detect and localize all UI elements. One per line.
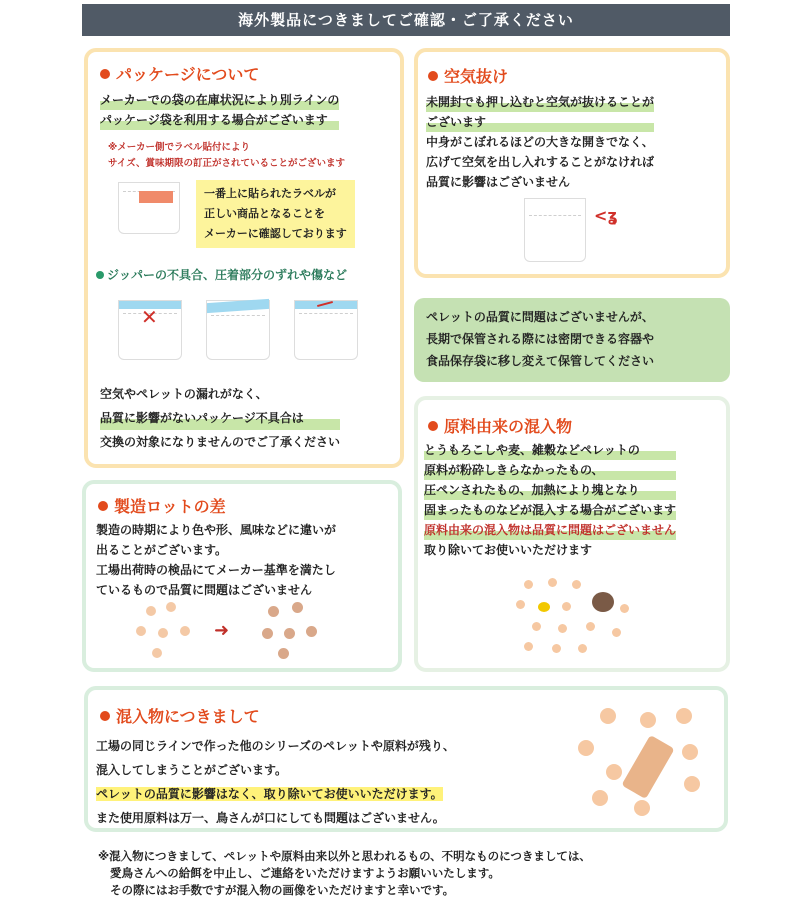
zipper-heading: ジッパーの不具合、圧着部分のずれや傷など <box>96 266 347 283</box>
bullet-icon <box>428 71 438 81</box>
air-arrow-icon: <ʓ <box>594 206 618 225</box>
contam-body: 工場の同じラインで作った他のシリーズのペレットや原料が残り、 混入してしまうことがございます。 ペレットの品質に影響はなく、取り除いてお使いいただけます。 また使用原料は万一、鳥さんが口にしても問題はございません。 <box>96 739 455 825</box>
cross-icon: ✕ <box>141 305 158 329</box>
lot-body: 製造の時期により色や形、風味などに違いが 出ることがございます。 工場出荷時の検品にてメーカー基準を満たし ているもので品質に問題はございません <box>96 523 337 597</box>
package-note: ※メーカー側でラベル貼付により サイズ、賞味期限の訂正がされていることがございます <box>108 142 346 169</box>
bullet-icon <box>96 271 104 279</box>
bag-zipper-misaligned <box>206 300 270 360</box>
arrow-right-icon: ➜ <box>214 620 230 641</box>
label-info-box: 一番上に貼られたラベルが 正しい商品となることを メーカーに確認しております <box>196 180 355 248</box>
raw-heading: 原料由来の混入物 <box>428 414 572 437</box>
air-heading: 空気抜け <box>428 64 508 87</box>
storage-note: ペレットの品質に問題はございませんが、 長期で保管される際には密閉できる容器や 食品保存袋に移し変えて保管してください <box>426 310 655 368</box>
bullet-icon <box>100 69 110 79</box>
contam-heading: 混入物につきまして <box>100 704 260 727</box>
bullet-icon <box>428 421 438 431</box>
raw-body: とうもろこしや麦、雑穀などペレットの 原料が粉砕しきらなかったもの、 圧ペンされたもの、加熱により塊となり 固まったものなどが混入する場合がございます 原料由来の混入物は品質に問題はございません 取り除いてお使いいただけます <box>424 440 676 560</box>
bullet-icon <box>98 501 108 511</box>
air-body: 未開封でも押し込むと空気が抜けることが ございます 中身がこぼれるほどの大きな開きでなく、 広げて空気を出し入れすることがなければ 品質に影響はございません <box>426 92 654 192</box>
page-banner: 海外製品につきましてご確認・ご了承ください <box>82 4 730 36</box>
package-heading: パッケージについて <box>100 62 259 85</box>
package-body: メーカーでの袋の在庫状況により別ラインの パッケージ袋を利用する場合がございます <box>100 90 339 130</box>
bag-zipper-scratch <box>294 300 358 360</box>
footnote: ※混入物につきまして、ペレットや原料由来以外と思われるもの、不明なものにつきましては、 愛鳥さんへの給餌を中止し、ご連絡をいただけますようお願いいたします。 その際にはお手数ですが混入物の画像をいただけますと幸いです。 <box>98 849 591 897</box>
package-footer: 空気やペレットの漏れがなく、 品質に影響がないパッケージ不具合は 交換の対象になりませんのでご了承ください <box>100 387 341 449</box>
bullet-icon <box>100 711 110 721</box>
bag-zipper-cross <box>118 300 182 360</box>
lot-heading: 製造ロットの差 <box>98 494 226 517</box>
bag-air-illustration <box>524 198 586 262</box>
bag-illustration <box>118 182 180 234</box>
contam-highlight: ペレットの品質に影響はなく、取り除いてお使いいただけます。 <box>96 787 443 801</box>
